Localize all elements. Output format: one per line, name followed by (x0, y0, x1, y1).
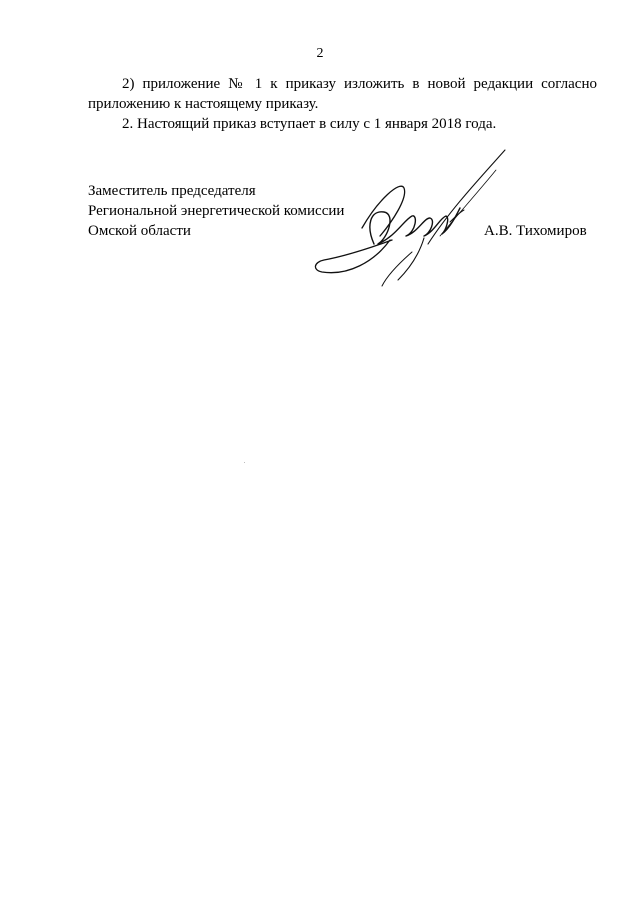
signatory-name: А.В. Тихомиров (484, 223, 587, 239)
document-body (88, 74, 597, 134)
signatory-position-line: Заместитель председателя (88, 183, 256, 199)
signatory-position-line: Омской области (88, 223, 191, 239)
scan-speck (244, 462, 245, 463)
paragraph-amendment: 2) приложение № 1 к приказу изложить в новой редакции согласно приложению к настоящему приказу. (88, 76, 597, 112)
signatory-position-line: Региональной энергетической комиссии (88, 203, 345, 219)
paragraph-effective-date: 2. Настоящий приказ вступает в силу с 1 января 2018 года. (122, 116, 497, 132)
page-number: 2 (316, 46, 324, 61)
